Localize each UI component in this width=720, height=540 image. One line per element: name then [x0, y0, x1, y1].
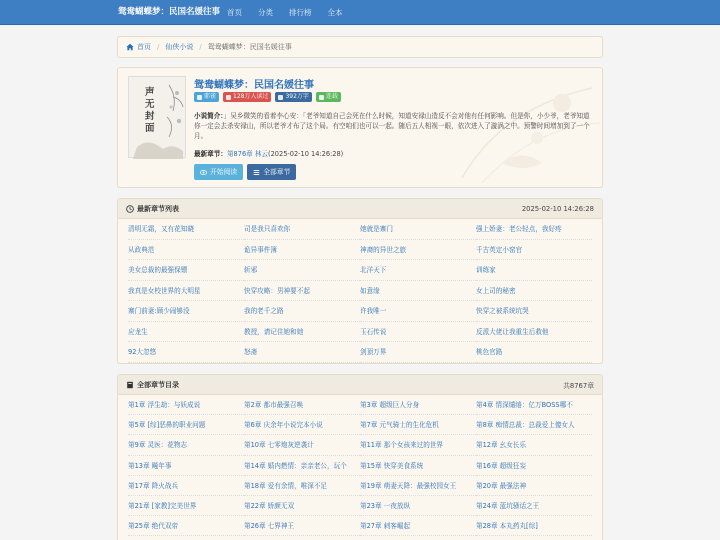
breadcrumb-current: 鸳鸯蝴蝶梦：民国名媛往事 [207, 43, 292, 51]
chapter-link[interactable]: 女上司的秘密 [476, 281, 592, 302]
breadcrumb-separator: / [199, 43, 202, 51]
document-icon [278, 95, 283, 100]
status-icon [319, 95, 324, 100]
home-icon [126, 43, 134, 51]
all-chapters-button[interactable]: 全部章节 [247, 164, 296, 180]
latest-chapters-panel [117, 198, 603, 364]
chapter-link[interactable]: 第25章 绝代双帝 [128, 516, 244, 536]
chapter-link[interactable]: 斩邪 [244, 260, 360, 281]
clock-icon [126, 205, 134, 213]
chapter-link[interactable]: 我真是女校世界的大明星 [128, 281, 244, 302]
book-intro [194, 111, 596, 141]
book-info-card [117, 67, 603, 188]
breadcrumb-category[interactable]: 仙侠小说 [165, 43, 194, 51]
chapter-link[interactable]: 第22章 娇颜无双 [244, 496, 360, 516]
chapter-link[interactable]: 第26章 七界神王 [244, 516, 360, 536]
chapter-link[interactable]: 第2章 都市最强召唤 [244, 395, 360, 415]
chapter-link[interactable]: 教授，请记住她和她 [244, 322, 360, 343]
wordcount-tag: 392万字 [275, 92, 311, 102]
all-chapter-grid [118, 395, 602, 536]
chapter-link[interactable]: 玉石传说 [360, 322, 476, 343]
chapter-link[interactable]: 第24章 蓝坑骚话之王 [476, 496, 592, 516]
intro-text: 」吴乡微笑的看着李心安：「老爷知道自己会死在什么时候，知道安禄山造反不会对他有任何影响。但是你，小少爷，老爷知道你一定会去杀安禄山，所以老爷才布了这个局。有空咱们也可以一起。随后五人相视一眼，依次进入了漩涡之中。预警时间增加到了一个月。 [194, 112, 590, 140]
author-tag[interactable]: 耶雀 [194, 92, 219, 102]
list-icon [253, 169, 260, 176]
chapter-link[interactable]: 司是我只喜欢你 [244, 219, 360, 240]
latest-chapter [194, 148, 343, 158]
latest-label: 最新章节： [194, 150, 227, 158]
chapter-link[interactable]: 诡异事件簿 [244, 240, 360, 261]
all-panel-title: 全部章节目录 [137, 380, 179, 389]
chapter-link[interactable]: 第10章 七零炮灰逆袭计 [244, 435, 360, 455]
chapter-link[interactable]: 快穿之被系统坑哭 [476, 301, 592, 322]
top-navbar [0, 0, 720, 25]
chapter-link[interactable]: 第8章 痴情总裁：总裁爱上傻女人 [476, 415, 592, 435]
chapter-link[interactable]: 第3章 超级巨人分身 [360, 395, 476, 415]
cover-art [129, 77, 187, 159]
chapter-count: 共8767章 [563, 381, 594, 390]
chapter-link[interactable]: 桃色官路 [476, 342, 592, 363]
nav-item-ranking[interactable]: 排行榜 [289, 8, 312, 17]
chapter-link[interactable]: 快穿攻略：男神要不起 [244, 281, 360, 302]
chapter-link[interactable]: 第1章 浮生劫：与妖成说 [128, 395, 244, 415]
chapter-link[interactable]: 第15章 快穿美食系统 [360, 456, 476, 476]
start-reading-button[interactable]: 开始阅读 [194, 164, 243, 180]
user-icon [197, 95, 202, 100]
chapter-link[interactable]: 剑顶万界 [360, 342, 476, 363]
book-title: 鸳鸯蝴蝶梦：民国名媛往事 [194, 80, 314, 91]
chapter-link[interactable]: 寨门前妻:顾少闹够没 [128, 301, 244, 322]
all-chapters-panel [117, 374, 603, 540]
intro-label: 小说简介： [194, 112, 224, 120]
action-buttons [194, 164, 296, 180]
chapter-link[interactable]: 第19章 萌妻天降：最强校园女王 [360, 476, 476, 496]
nav-menu [227, 0, 359, 25]
chapter-link[interactable]: 第27章 刺客崛起 [360, 516, 476, 536]
book-icon [126, 381, 134, 389]
breadcrumb-separator: / [157, 43, 160, 51]
chapter-link[interactable]: 第4章 情深缱绻：亿万BOSS哪不 [476, 395, 592, 415]
status-tag: 连载 [316, 92, 341, 102]
readers-tag: 128万人读过 [223, 92, 271, 102]
chapter-link[interactable]: 许我唯一 [360, 301, 476, 322]
all-panel-header [118, 375, 602, 395]
latest-panel-title: 最新章节列表 [137, 204, 179, 213]
chapter-link[interactable]: 第6章 庆余年小说完本小说 [244, 415, 360, 435]
chapter-link[interactable]: 第16章 超级狂妄 [476, 456, 592, 476]
chapter-link[interactable]: 强上娇妻：老公轻点，我好疼 [476, 219, 592, 240]
chapter-link[interactable]: 第23章 一夜放纵 [360, 496, 476, 516]
breadcrumb-home[interactable]: 首页 [137, 43, 151, 51]
book-tags [194, 92, 341, 102]
latest-panel-header [118, 199, 602, 219]
chapter-link[interactable]: 第14章 婚内燃情：亲亲老公，玩个 [244, 456, 360, 476]
chapter-link[interactable]: 反派大佬让我重生后救他 [476, 322, 592, 343]
chapter-link[interactable]: 第20章 最强法神 [476, 476, 592, 496]
fire-icon [226, 95, 231, 100]
chapter-link[interactable]: 清明无霜，又有花知晓 [128, 219, 244, 240]
chapter-link[interactable]: 北洋天下 [360, 260, 476, 281]
breadcrumb [117, 36, 603, 58]
chapter-link[interactable]: 怒斋 [244, 342, 360, 363]
chapter-link[interactable]: 第13章 飚年事 [128, 456, 244, 476]
cover-title: 声无封面 [145, 87, 155, 134]
latest-chapter-grid [118, 219, 602, 363]
nav-item-category[interactable]: 分类 [258, 8, 273, 17]
chapter-link[interactable]: 第12章 幺女长乐 [476, 435, 592, 455]
chapter-link[interactable]: 第28章 本丸药丸[综] [476, 516, 592, 536]
latest-panel-time: 2025-02-10 14:26:28 [521, 204, 594, 213]
chapter-link[interactable]: 千古英定小窑官 [476, 240, 592, 261]
latest-time: (2025-02-10 14:26:28) [268, 150, 344, 158]
chapter-link[interactable]: 第21章 [家教]完美世界 [128, 496, 244, 516]
nav-item-home[interactable]: 首页 [227, 8, 242, 17]
chapter-link[interactable]: 第5章 [综]恶鼻的职业问题 [128, 415, 244, 435]
chapter-link[interactable]: 92大忽悠 [128, 342, 244, 363]
nav-item-finished[interactable]: 全本 [327, 8, 343, 17]
chapter-link[interactable]: 第17章 降火战兵 [128, 476, 244, 496]
chapter-link[interactable]: 第7章 元气骑士的生化危机 [360, 415, 476, 435]
site-brand[interactable]: 鸳鸯蝴蝶梦：民国名媛往事 [118, 7, 221, 17]
book-cover[interactable] [128, 76, 186, 158]
chapter-link[interactable]: 如意缘 [360, 281, 476, 302]
chapter-link[interactable]: 从政典范 [128, 240, 244, 261]
chapter-link[interactable]: 第9章 灵医：花物志 [128, 435, 244, 455]
chapter-link[interactable]: 神裔的异世之旅 [360, 240, 476, 261]
chapter-link[interactable]: 美女总裁的最强保镖 [128, 260, 244, 281]
latest-chapter-link[interactable]: 第876章 林云 [226, 150, 269, 158]
chapter-link[interactable]: 训练家 [476, 260, 592, 281]
chapter-link[interactable]: 第18章 爱有余情，唯深不足 [244, 476, 360, 496]
chapter-link[interactable]: 我的老千之路 [244, 301, 360, 322]
eye-icon [200, 169, 207, 176]
chapter-link[interactable]: 第11章 那个女孩来过的世界 [360, 435, 476, 455]
chapter-link[interactable]: 她就是寨门 [360, 219, 476, 240]
chapter-link[interactable]: 应龙生 [128, 322, 244, 343]
